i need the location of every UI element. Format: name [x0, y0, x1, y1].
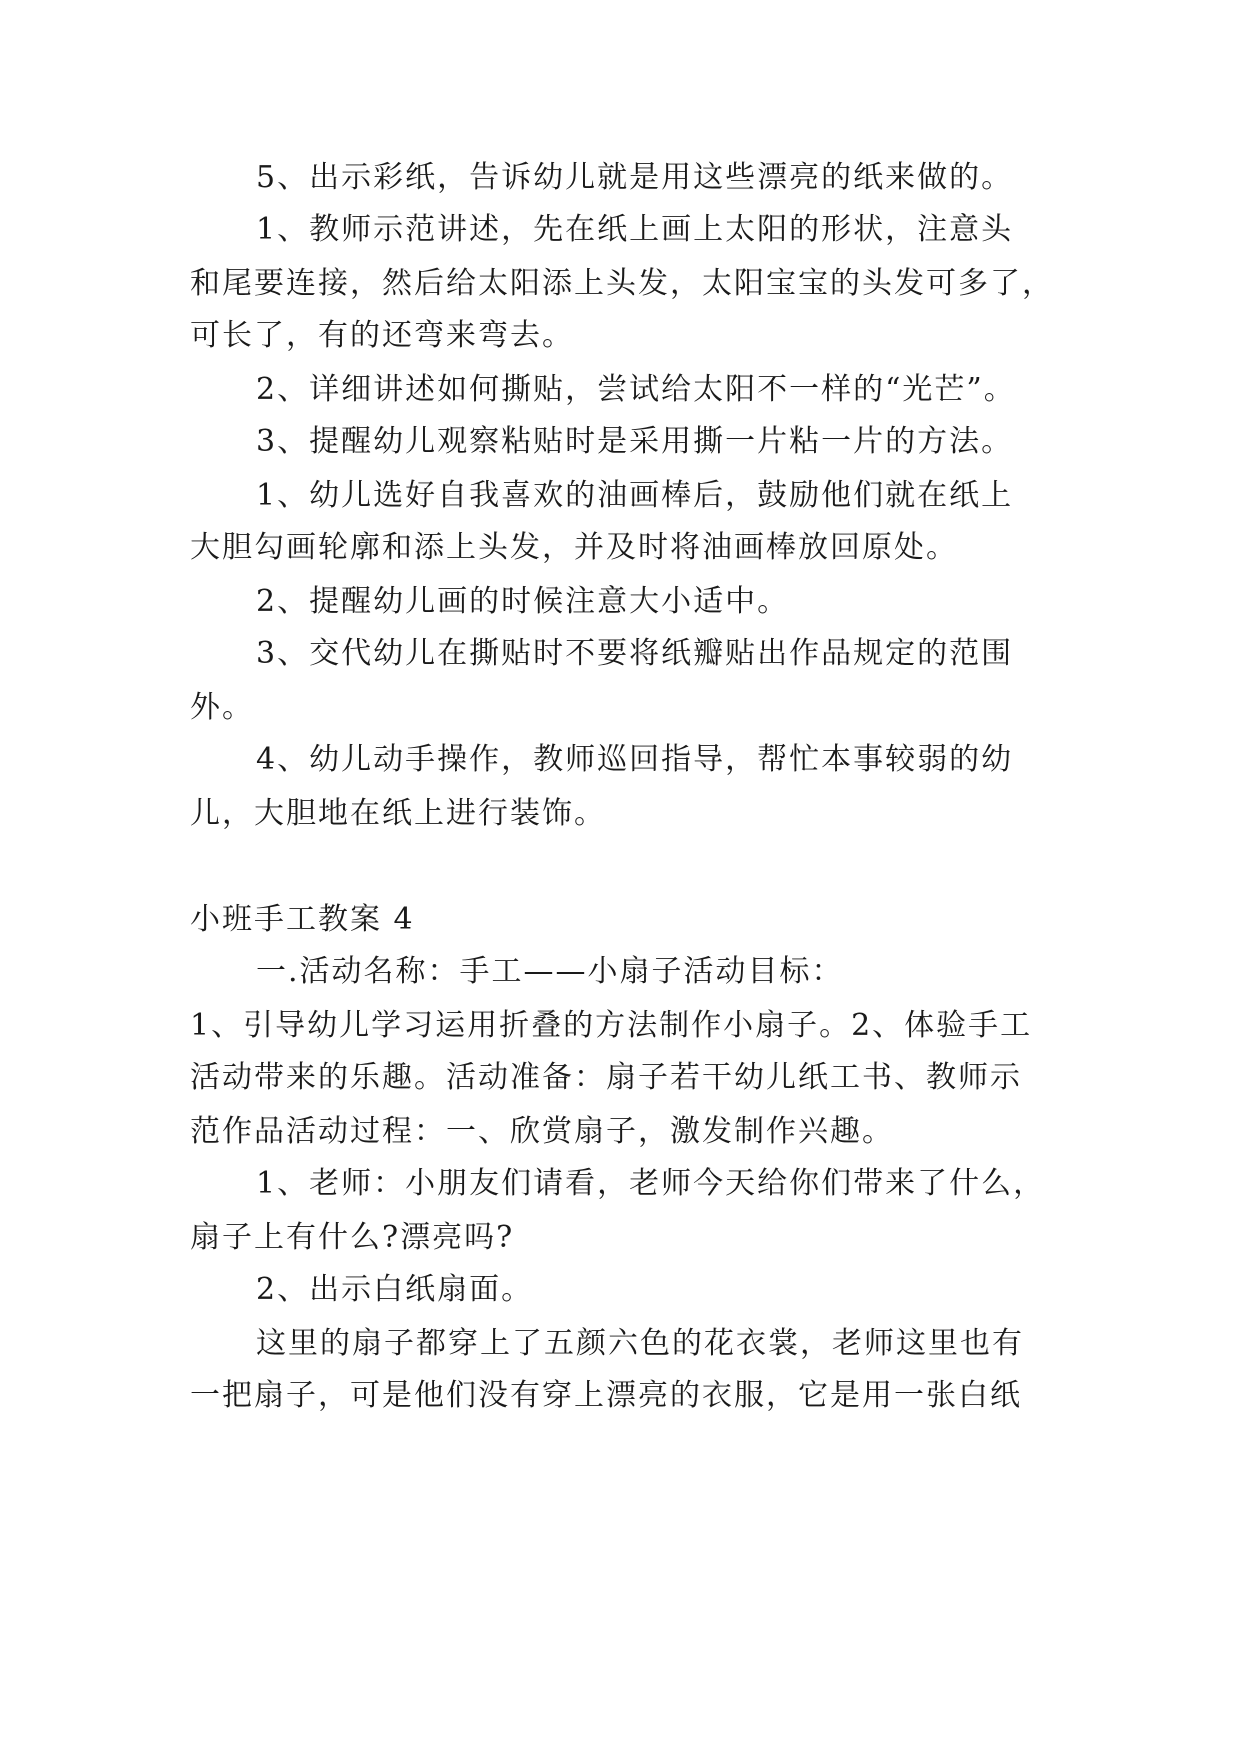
paragraph-line: 范作品活动过程：一、欣赏扇子，激发制作兴趣。 [190, 1114, 894, 1149]
paragraph-line: 2、提醒幼儿画的时候注意大小适中。 [256, 584, 790, 619]
section-heading: 小班手工教案 4 [190, 902, 415, 937]
paragraph-line: 活动带来的乐趣。活动准备：扇子若干幼儿纸工书、教师示 [190, 1060, 1022, 1095]
paragraph-line: 2、出示白纸扇面。 [256, 1272, 534, 1307]
paragraph-line: 扇子上有什么?漂亮吗? [190, 1220, 515, 1255]
paragraph-line: 和尾要连接，然后给太阳添上头发，太阳宝宝的头发可多了， [190, 266, 1054, 301]
paragraph-line: 1、老师：小朋友们请看，老师今天给你们带来了什么， [256, 1166, 1046, 1201]
paragraph-line: 1、教师示范讲述，先在纸上画上太阳的形状，注意头 [256, 212, 1014, 247]
paragraph-line: 1、引导幼儿学习运用折叠的方法制作小扇子。2、体验手工 [190, 1008, 1033, 1043]
paragraph-line: 4、幼儿动手操作，教师巡回指导，帮忙本事较弱的幼 [256, 742, 1014, 777]
paragraph-line: 大胆勾画轮廓和添上头发，并及时将油画棒放回原处。 [190, 530, 958, 565]
paragraph-line: 可长了，有的还弯来弯去。 [190, 318, 574, 353]
paragraph-line: 外。 [190, 690, 254, 725]
paragraph-line: 1、幼儿选好自我喜欢的油画棒后，鼓励他们就在纸上 [256, 478, 1014, 513]
paragraph-line: 这里的扇子都穿上了五颜六色的花衣裳，老师这里也有 [256, 1326, 1024, 1361]
paragraph-line: 5、出示彩纸，告诉幼儿就是用这些漂亮的纸来做的。 [256, 160, 1014, 195]
paragraph-line: 一把扇子，可是他们没有穿上漂亮的衣服，它是用一张白纸 [190, 1378, 1022, 1413]
paragraph-line: 一.活动名称：手工——小扇子活动目标： [256, 954, 844, 989]
paragraph-line: 儿，大胆地在纸上进行装饰。 [190, 796, 606, 831]
paragraph-line: 3、交代幼儿在撕贴时不要将纸瓣贴出作品规定的范围 [256, 636, 1014, 671]
paragraph-line: 3、提醒幼儿观察粘贴时是采用撕一片粘一片的方法。 [256, 424, 1014, 459]
paragraph-line: 2、详细讲述如何撕贴，尝试给太阳不一样的“光芒”。 [256, 372, 1016, 407]
